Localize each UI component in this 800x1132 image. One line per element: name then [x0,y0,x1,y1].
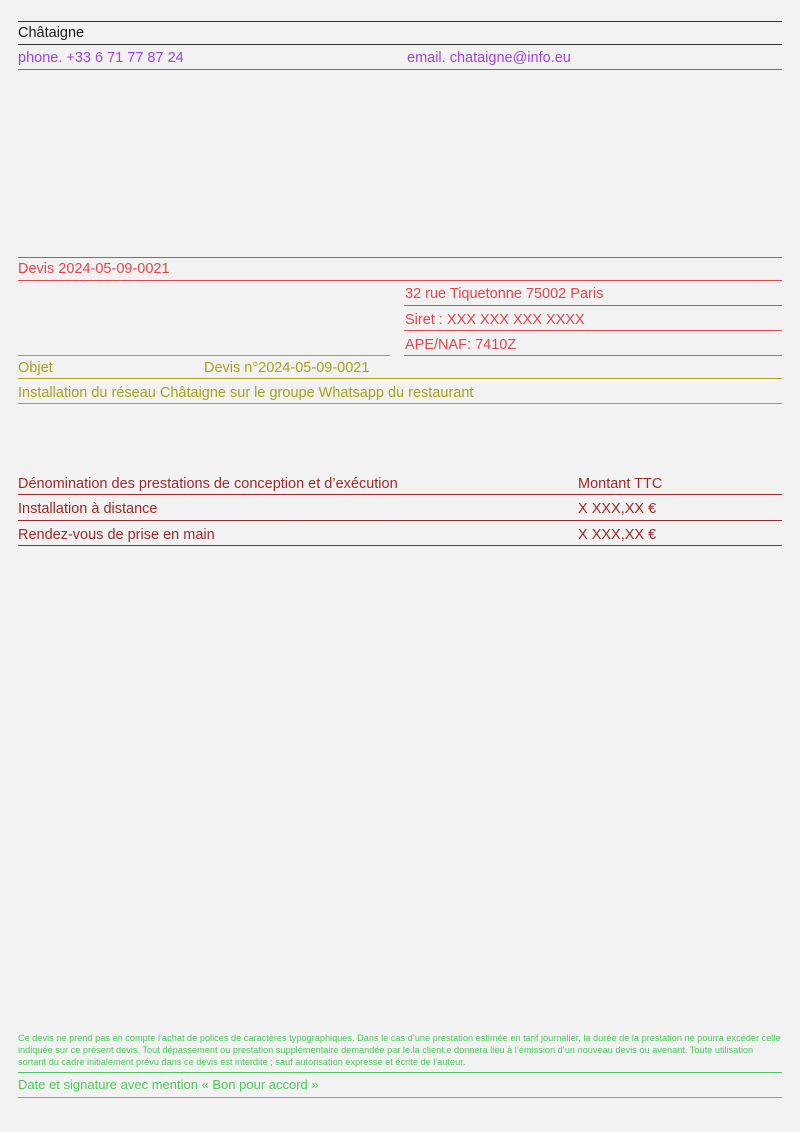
signature-line: Date et signature avec mention « Bon pour accord » [18,1077,319,1092]
objet-description: Installation du réseau Châtaigne sur le groupe Whatsapp du restaurant [18,385,474,401]
objet-label-rule [18,378,782,379]
contact-rule [18,69,782,70]
table-row-1-desc: Installation à distance [18,501,158,517]
ape-rule [404,355,782,356]
address-text: 32 rue Tiquetonne 75002 Paris [405,286,604,302]
table-header-rule [18,494,782,495]
siret-text: Siret : XXX XXX XXX XXXX [405,312,585,328]
siret-rule [404,330,782,331]
devis-number-rule [18,280,782,281]
table-row-2-amount: X XXX,XX € [578,527,657,543]
header-name-rule [18,44,782,45]
footer-notice: Ce devis ne prend pas en compte l’achat de polices de caractères typographiques. Dans le cas d’une prestation estimée en tarif journalier, la durée de la prestation ne pourra excéder celle indiquée sur ce présent devis. Tout dépassement ou prestation supplémentaire demandée par le.la client.e donnera lieu à l’émission d’un nouveau devis ou avenant. Toute utilisation sortant du cadre initialement prévu dans ce devis est interdite ; sauf autorisation expresse et écrite de l’auteur. [18,1033,781,1067]
ape-text: APE/NAF: 7410Z [405,337,517,353]
devis-number: Devis 2024-05-09-0021 [18,261,170,277]
table-row-2-desc: Rendez-vous de prise en main [18,527,215,543]
devis-top-rule [18,257,782,258]
header-top-rule [18,21,782,22]
objet-top-rule [18,355,390,356]
phone-text: phone. +33 6 71 77 87 24 [18,50,184,66]
table-header-amount: Montant TTC [578,476,663,492]
table-row-2-rule [18,545,782,546]
table-row-1-amount: X XXX,XX € [578,501,657,517]
email-text: email. chataigne@info.eu [407,50,571,66]
objet-ref: Devis n°2024-05-09-0021 [204,360,370,376]
objet-description-rule [18,403,782,404]
footer-notice-rule [18,1072,782,1073]
objet-label: Objet [18,360,53,376]
signature-rule [18,1097,782,1098]
company-name: Châtaigne [18,25,85,41]
address-rule [404,305,782,306]
table-header-desc: Dénomination des prestations de conception et d’exécution [18,476,398,492]
table-row-1-rule [18,520,782,521]
